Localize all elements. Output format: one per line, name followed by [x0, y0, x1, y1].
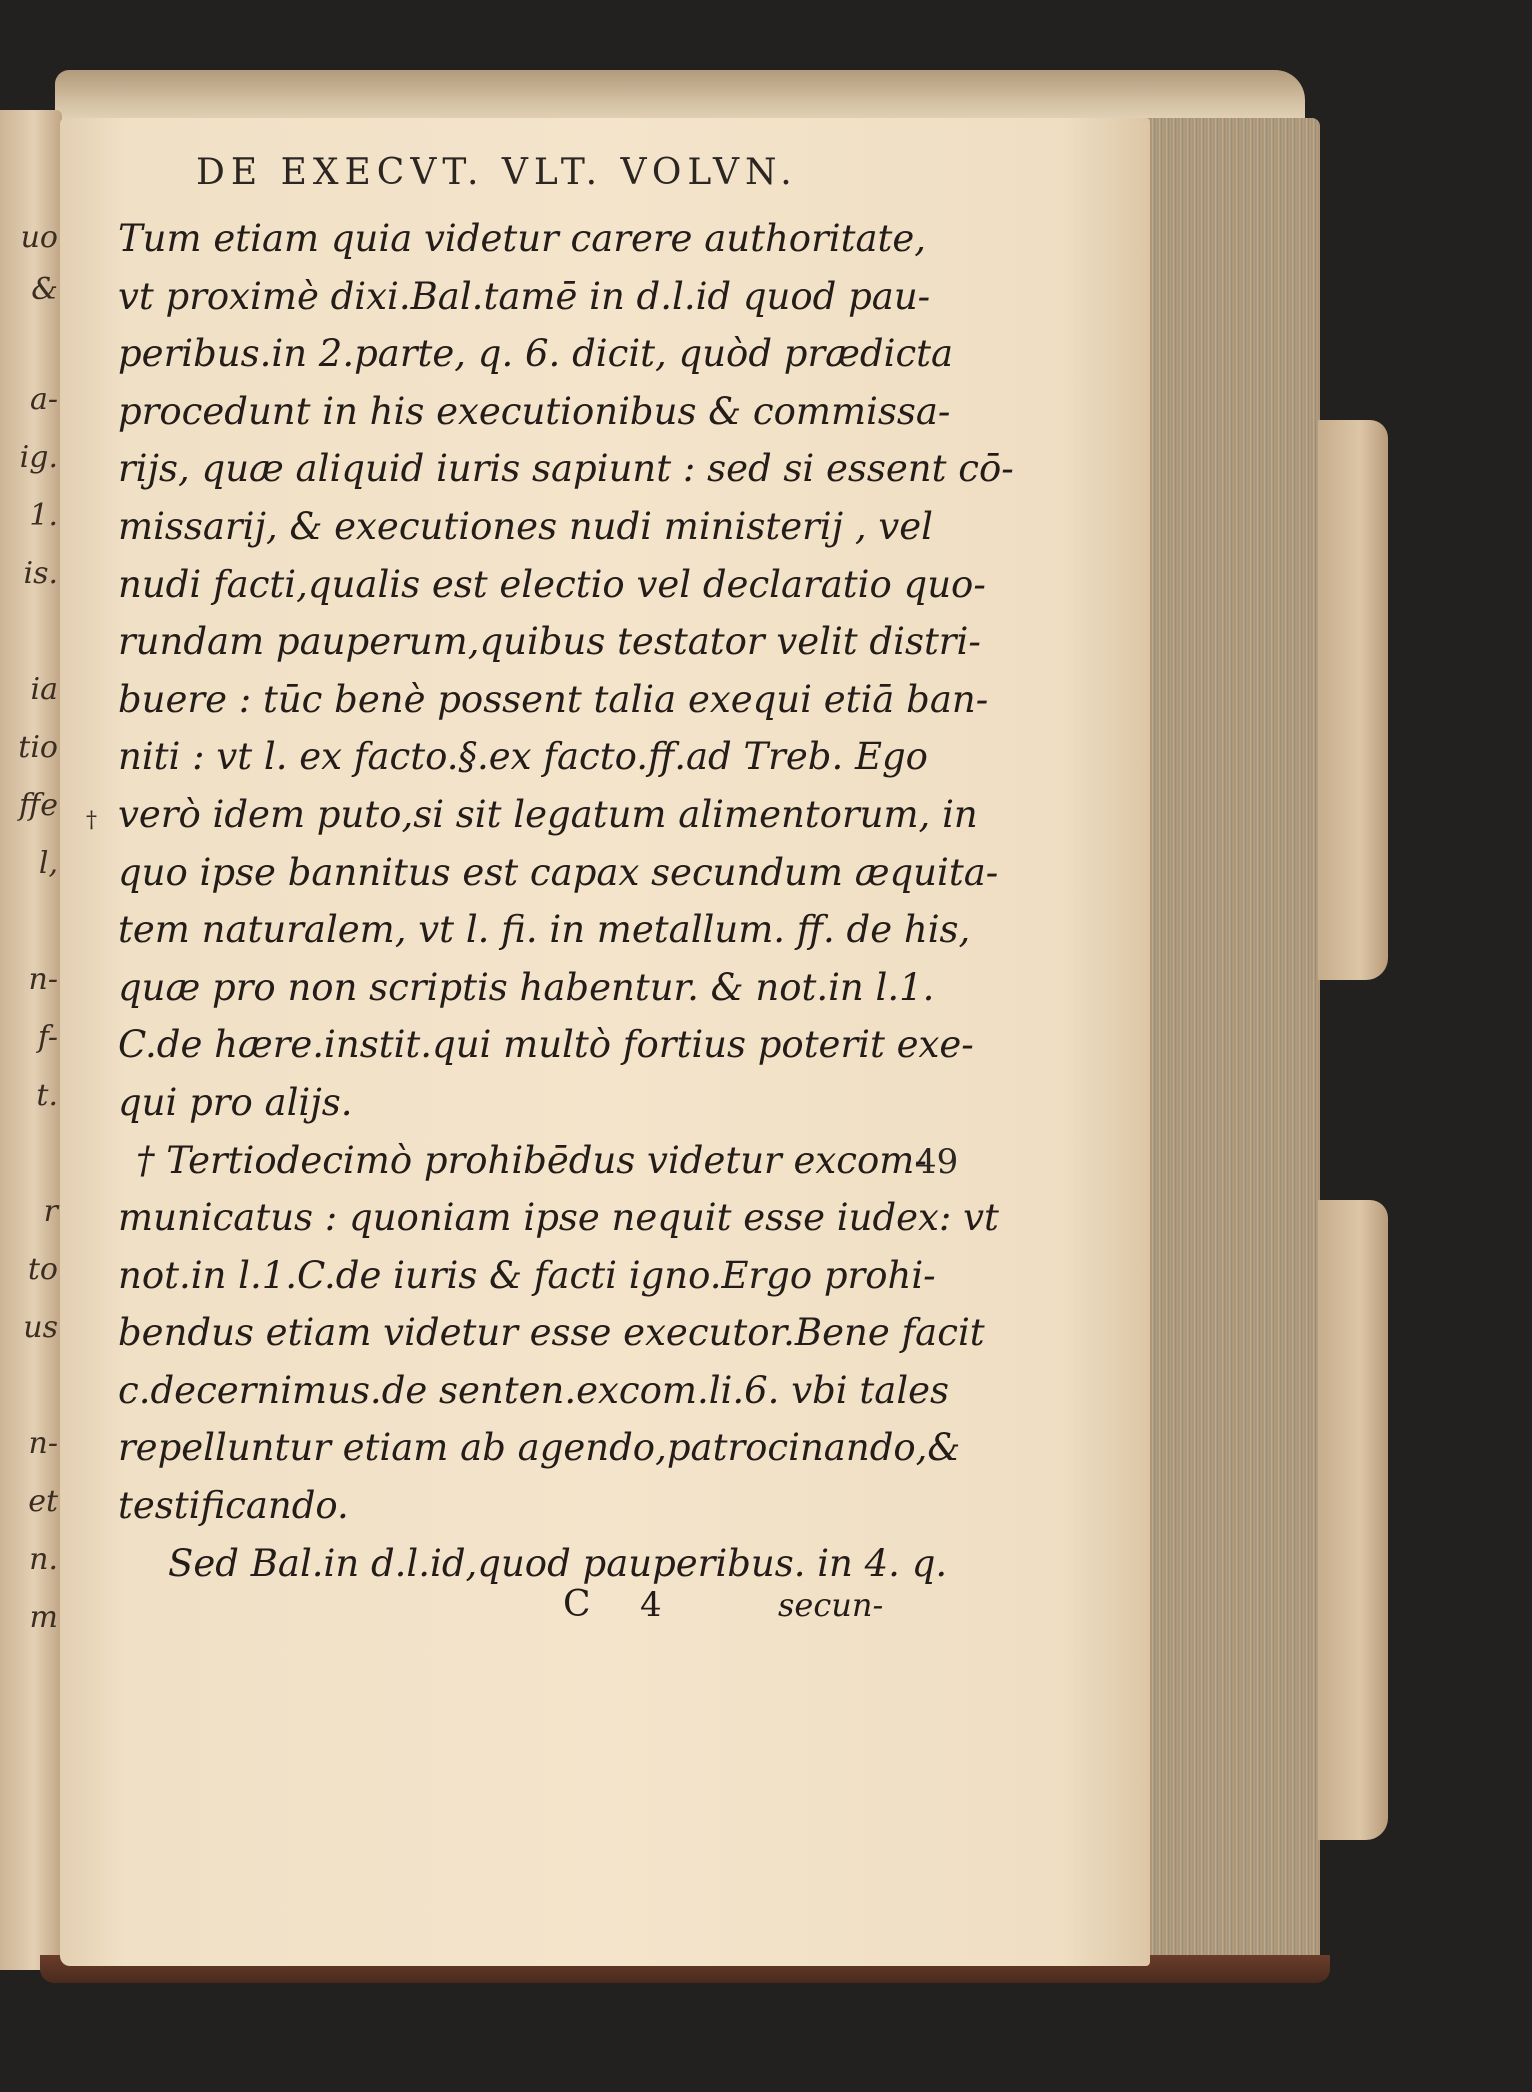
- left-page-fragment: 1.: [29, 498, 58, 533]
- text-line: rijs, quæ aliquid iuris sapiunt : sed si essent cō-: [118, 447, 1014, 491]
- left-page-fragment: n.: [29, 1542, 58, 1577]
- text-line: c.decernimus.de senten.excom.li.6. vbi tales: [118, 1368, 950, 1412]
- text-line: peribus.in 2.parte, q. 6. dicit, quòd prædicta: [118, 332, 954, 376]
- text-line: missarij, & executiones nudi ministerij , vel: [118, 504, 934, 548]
- left-page-fragment: uo: [20, 220, 58, 255]
- text-line: Sed Bal.in d.l.id,quod pauperibus. in 4. q.: [168, 1541, 948, 1585]
- text-line: not.in l.1.C.de iuris & facti igno.Ergo prohi-: [118, 1253, 936, 1297]
- page-number: 49: [915, 1142, 959, 1182]
- text-line: qui pro alijs.: [118, 1080, 353, 1124]
- left-page-fragment: n-: [28, 962, 58, 997]
- text-line: niti : vt l. ex facto.§.ex facto.ff.ad Treb. Ego: [118, 735, 928, 779]
- text-line: municatus : quoniam ipse nequit esse iudex: vt: [118, 1196, 999, 1240]
- left-page-fragment: ig.: [19, 440, 58, 475]
- left-page-fragment: l,: [38, 846, 58, 881]
- catchword: secun-: [778, 1586, 884, 1624]
- text-line: verò idem puto,si sit legatum alimentorum, in: [118, 792, 978, 836]
- signature-mark: C: [563, 1584, 591, 1625]
- left-page-fragment: us: [23, 1310, 58, 1345]
- left-page-fragment: to: [27, 1252, 58, 1287]
- text-line: Tum etiam quia videtur carere authoritate,: [118, 217, 927, 260]
- text-line: repelluntur etiam ab agendo,patrocinando,&: [118, 1426, 961, 1470]
- left-page-fragment: f-: [37, 1020, 58, 1055]
- text-line: testificando.: [118, 1484, 349, 1528]
- left-page-fragment: n-: [28, 1426, 58, 1461]
- text-line: buere : tūc benè possent talia exequi etiā ban-: [118, 677, 989, 721]
- page-stack-edge: [1142, 118, 1320, 1968]
- left-page-fragment: ffe: [18, 788, 58, 823]
- left-page-edge: [0, 110, 62, 1970]
- text-line: nudi facti,qualis est electio vel declaratio quo-: [118, 562, 986, 606]
- text-line: quæ pro non scriptis habentur. & not.in l.1.: [118, 965, 935, 1009]
- torn-page-tab: [1318, 420, 1388, 980]
- left-page-fragment: is.: [23, 556, 58, 591]
- text-line: tem naturalem, vt l. fi. in metallum. ff. de his,: [118, 908, 971, 952]
- left-page-fragment: ia: [30, 672, 58, 707]
- left-page-fragment: et: [28, 1484, 58, 1519]
- text-line: C.de hære.instit.qui multò fortius poterit exe-: [118, 1023, 974, 1067]
- left-page-fragment: a-: [29, 382, 58, 417]
- left-page-fragment: &: [31, 272, 58, 307]
- left-page-fragment: t.: [36, 1078, 58, 1113]
- text-line: rundam pauperum,quibus testator velit distri-: [118, 620, 981, 664]
- margin-mark: †: [86, 808, 97, 833]
- text-line: vt proximè dixi.Bal.tamē in d.l.id quod pau-: [118, 274, 931, 318]
- left-page-fragment: tio: [18, 730, 58, 765]
- left-page-fragment: m: [29, 1600, 58, 1635]
- text-line: bendus etiam videtur esse executor.Bene facit: [118, 1311, 985, 1355]
- running-head: DE EXECVT. VLT. VOLVN.: [196, 152, 798, 193]
- text-line: procedunt in his executionibus & commissa-: [118, 389, 951, 433]
- text-line: quo ipse bannitus est capax secundum æquita-: [118, 850, 999, 894]
- signature-number: 4: [640, 1585, 662, 1625]
- text-line: † Tertiodecimò prohibēdus videtur excom-: [136, 1138, 927, 1182]
- left-page-fragment: r: [43, 1194, 58, 1229]
- torn-page-tab: [1318, 1200, 1388, 1840]
